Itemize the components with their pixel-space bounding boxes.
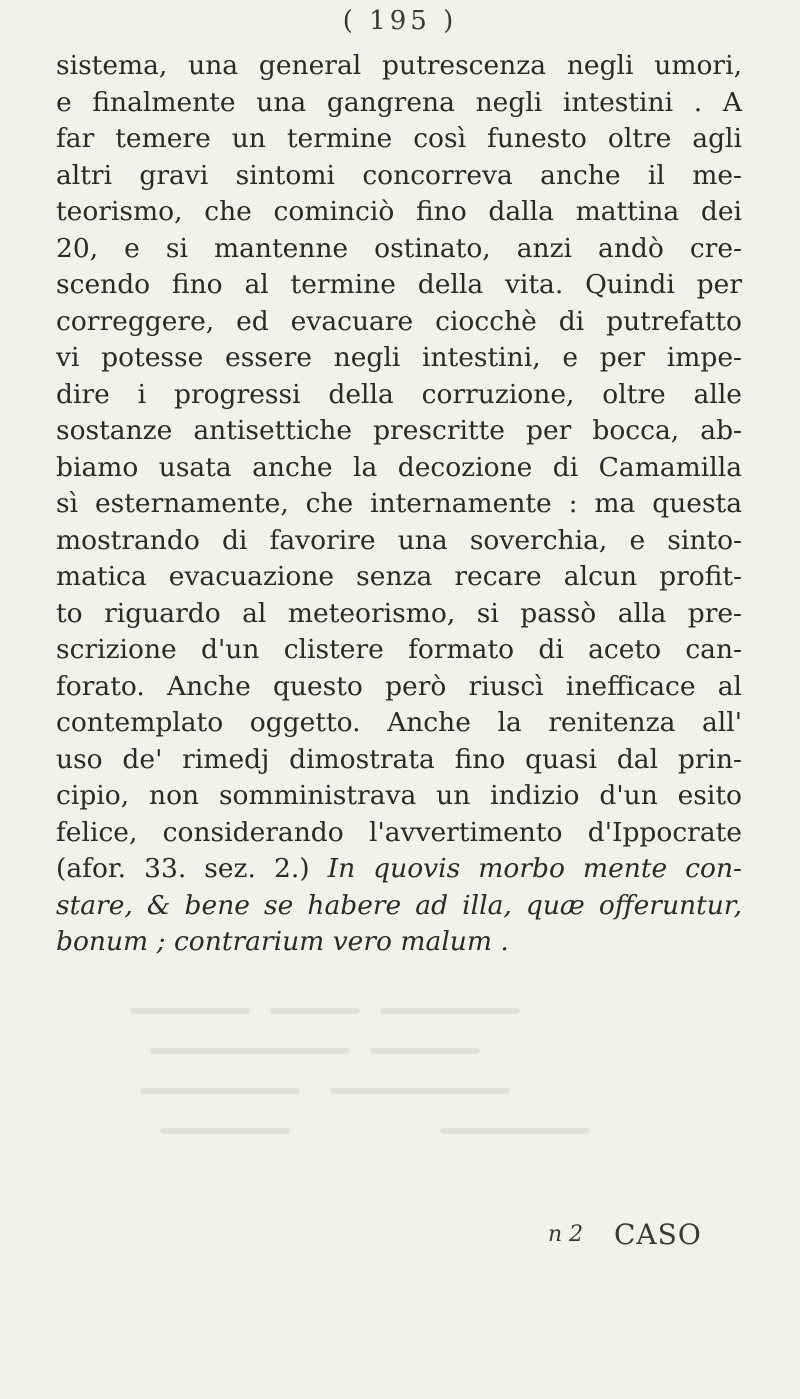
latin-quote-start: In quovis morbo mente con- — [327, 853, 742, 884]
text-line: sistema, una general putrescenza negli umori, — [56, 50, 742, 81]
text-line: to riguardo al meteorismo, si passò alla pre- — [56, 597, 742, 629]
text-line: vi potesse essere negli intestini, e per impe- — [56, 342, 742, 373]
bleed-through-texture — [120, 1000, 680, 1170]
latin-quote-line: bonum ; contrarium vero malum . — [56, 926, 509, 957]
text-line: sostanze antisettiche prescritte per bocca, ab- — [56, 415, 742, 446]
signature-mark: n 2 — [548, 1222, 584, 1247]
body-text — [56, 48, 742, 961]
page-footer — [0, 1218, 800, 1262]
text-line: 20, e si mantenne ostinato, anzi andò cre- — [56, 232, 742, 264]
text-line: forato. Anche questo però riuscì inefficace al — [56, 670, 742, 702]
text-line: teorismo, che cominciò fino dalla mattina dei — [56, 196, 742, 227]
text-line-mixed — [56, 851, 742, 888]
text-line: dire i progressi della corruzione, oltre alle — [56, 378, 742, 410]
text-line: contemplato oggetto. Anche la renitenza all' — [56, 707, 742, 738]
text-line: sì esternamente, che internamente : ma questa — [56, 488, 742, 519]
page-number: ( 195 ) — [342, 6, 458, 36]
text-line: matica evacuazione senza recare alcun profit- — [56, 561, 742, 592]
text-line: scrizione d'un clistere formato di aceto can- — [56, 634, 742, 665]
catchword: CASO — [614, 1218, 702, 1251]
text-line: correggere, ed evacuare ciocchè di putrefatto — [56, 305, 742, 337]
latin-quote-line: stare, & bene se habere ad illa, quæ offeruntur, — [56, 889, 742, 921]
text-line: cipio, non somministrava un indizio d'un esito — [56, 780, 742, 811]
text-line: e finalmente una gangrena negli intestini . A — [56, 86, 742, 118]
text-line: mostrando di favorire una soverchia, e sinto- — [56, 524, 742, 556]
text-line: uso de' rimedj dimostrata fino quasi dal prin- — [56, 743, 742, 775]
text-line: felice, considerando l'avvertimento d'Ippocrate — [56, 816, 742, 848]
aphorism-reference: (afor. 33. sez. 2.) — [56, 853, 328, 884]
bleed-through-marks — [130, 1008, 590, 1134]
text-line: altri gravi sintomi concorreva anche il me- — [56, 159, 742, 191]
text-line: scendo fino al termine della vita. Quindi per — [56, 269, 742, 300]
text-line: biamo usata anche la decozione di Camamilla — [56, 451, 742, 483]
text-line: far temere un termine così funesto oltre agli — [56, 123, 742, 154]
